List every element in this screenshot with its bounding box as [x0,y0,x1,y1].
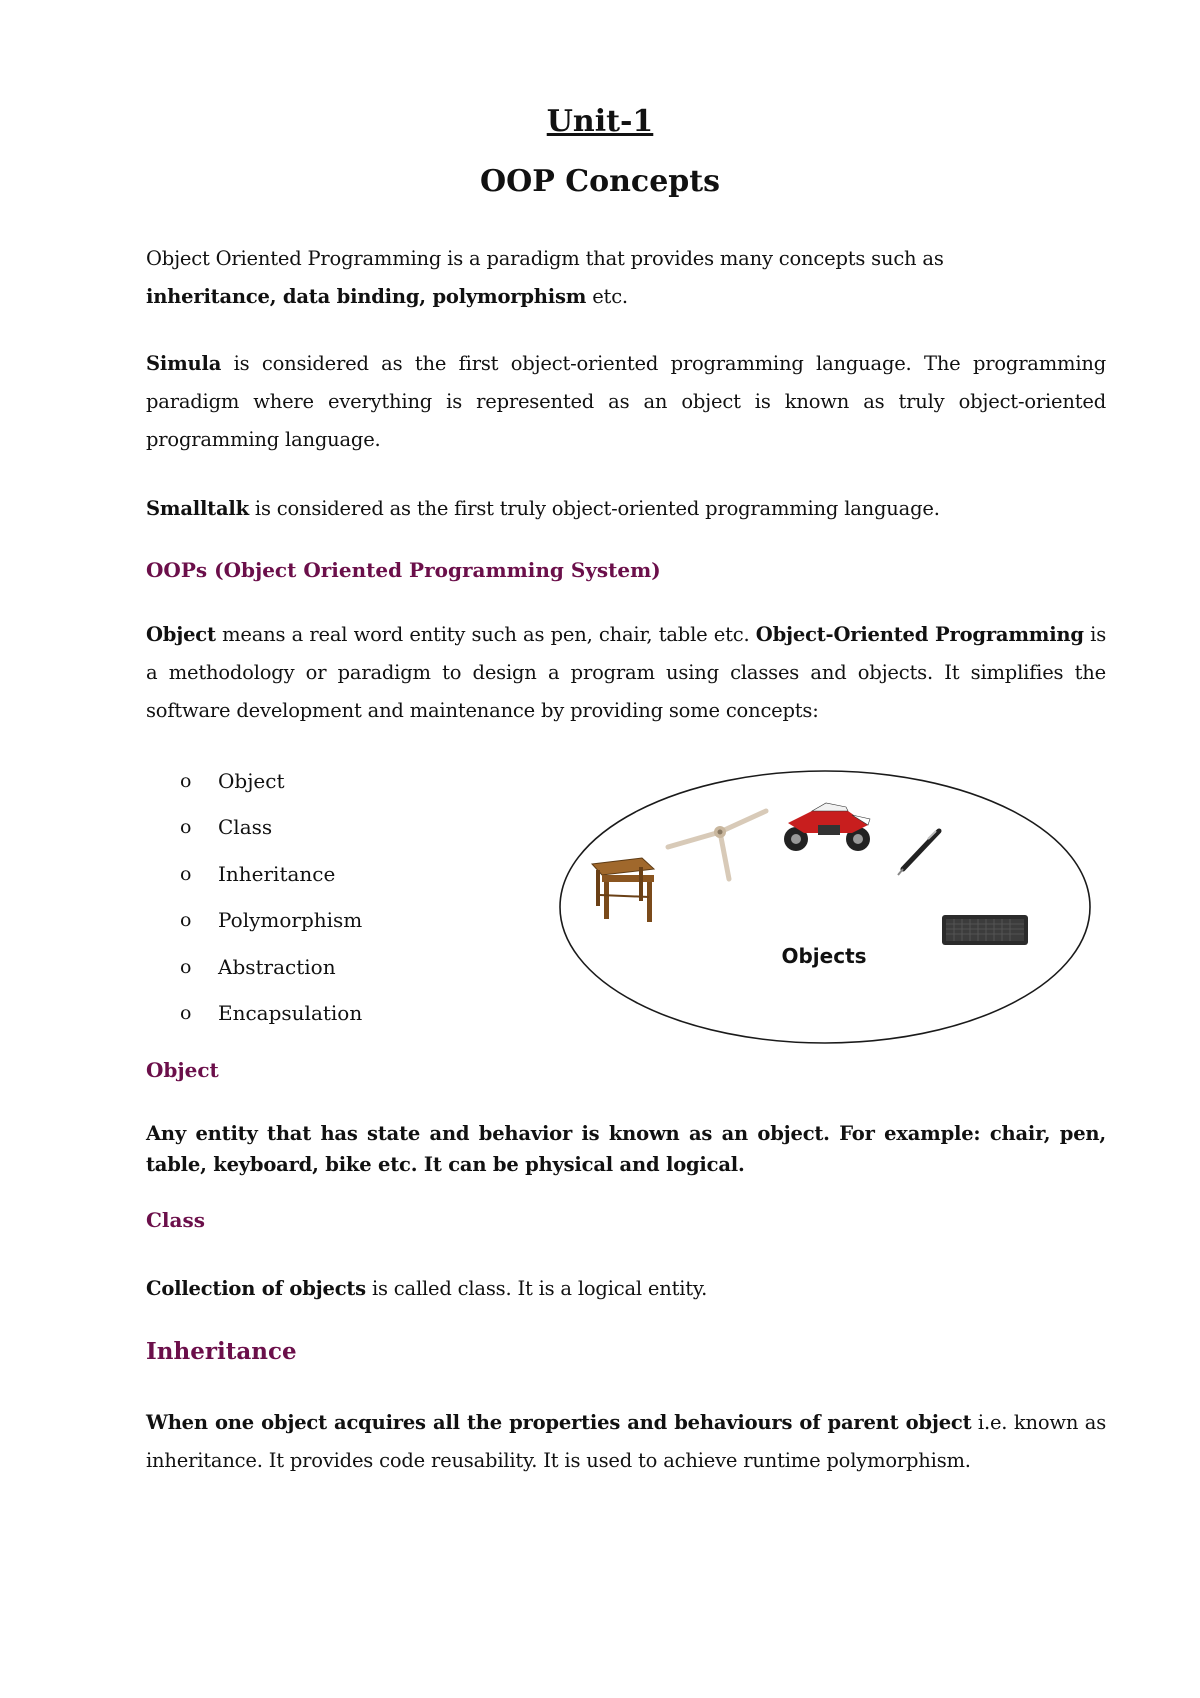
ceiling-fan-icon [668,811,766,879]
objects-figure [556,767,1094,1047]
class-text: is called class. It is a logical entity. [365,1277,708,1300]
object-heading: Object [146,1058,219,1082]
inheritance-heading: Inheritance [146,1338,297,1365]
list-item-label: Polymorphism [218,908,363,933]
list-item-label: Encapsulation [218,1000,363,1025]
bullet-icon: o [180,816,192,839]
intro-paragraph [146,240,1106,316]
class-paragraph [146,1270,1106,1308]
bullet-icon: o [180,862,192,885]
unit-title: Unit-1 [546,104,654,139]
object-paragraph: Any entity that has state and behavior is known as an object. For example: chair, pen, table, keyboard, bike etc. It can be physical and logical. [146,1122,1106,1176]
simula-paragraph [146,345,1106,459]
simula-bold: Simula [146,352,222,375]
keyboard-icon [942,915,1028,945]
class-bold: Collection of objects [146,1277,366,1300]
list-item [180,804,500,850]
smalltalk-text: is considered as the first truly object-oriented programming language. [248,497,940,520]
oops-heading: OOPs (Object Oriented Programming System) [146,558,661,582]
bullet-icon: o [180,955,192,978]
list-item [180,944,500,990]
list-item [180,897,500,943]
list-item-label: Object [218,769,285,793]
list-item-label: Class [218,815,273,840]
intro-bold-terms: inheritance, data binding, polymorphism [146,285,587,308]
intro-text: Object Oriented Programming is a paradigm that provides many concepts such as [146,247,944,270]
motorbike-icon [784,803,870,851]
concepts-list [180,758,500,1036]
list-item [180,851,500,897]
list-item [180,758,500,804]
oops-bold-oop: Object-Oriented Programming [755,623,1084,646]
simula-text: is considered as the first object-oriented programming language. The programming paradigm where everything is represented as an object is known as truly object-oriented programming language. [146,352,1106,451]
smalltalk-paragraph [146,490,1106,528]
oops-paragraph [146,616,1106,730]
class-heading: Class [146,1208,205,1232]
objects-label: Objects [781,944,867,968]
list-item [180,990,500,1036]
list-item-label: Inheritance [218,861,336,886]
table-icon [592,858,654,922]
oops-bold-object: Object [146,623,216,646]
oops-text-2: is a methodology or paradigm to design a program using classes and objects. It simplifies the software development and maintenance by providing some concepts: [146,623,1107,722]
intro-tail: etc. [586,285,628,308]
inheritance-paragraph [146,1404,1106,1480]
oops-text-1: means a real word entity such as pen, chair, table etc. [215,623,756,646]
main-title: OOP Concepts [479,164,721,199]
inheritance-text: i.e. known as inheritance. It provides code reusability. It is used to achieve runtime polymorphism. [146,1411,1107,1472]
smalltalk-bold: Smalltalk [146,497,249,520]
pen-icon [898,831,939,875]
bullet-icon: o [180,770,192,792]
list-item-label: Abstraction [218,954,336,979]
bullet-icon: o [180,1001,192,1024]
inheritance-bold: When one object acquires all the properties and behaviours of parent object [146,1411,972,1434]
bullet-icon: o [180,909,192,932]
